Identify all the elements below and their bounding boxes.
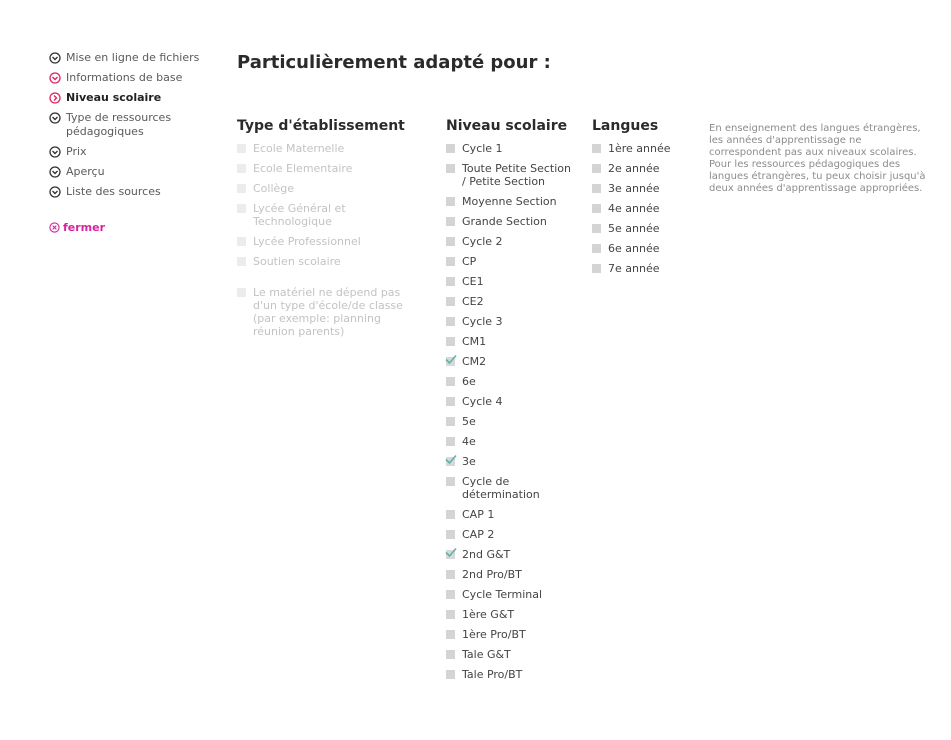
language-year-label: 1ère année <box>608 142 671 155</box>
chevron-circle-icon <box>49 52 61 64</box>
close-label: fermer <box>63 221 106 234</box>
grade-level-checkbox[interactable] <box>446 355 576 368</box>
grade-level-label: CM2 <box>462 355 487 368</box>
chevron-circle-icon <box>49 146 61 158</box>
checkbox-box <box>446 610 455 619</box>
language-year-label: 7e année <box>608 262 660 275</box>
grade-level-label: CM1 <box>462 335 487 348</box>
school-type-label: Lycée Général et Technologique <box>253 202 346 228</box>
language-year-checkbox[interactable] <box>592 202 692 215</box>
langues-help-text: En enseignement des langues étrangères, les années d'apprentissage ne correspondent pas aux niveaux scolaires. Pour les ressources pédagogiques des langues étrangères, tu peux choisir jusqu'à deux années d'apprentissage appropriées. <box>709 123 926 194</box>
chevron-circle-icon <box>49 166 61 178</box>
grade-level-checkbox[interactable] <box>446 548 576 561</box>
checkbox-box <box>446 217 455 226</box>
no-school-type-label: Le matériel ne dépend pas d'un type d'école/de classe (par exemple: planning réunion parents) <box>253 286 403 338</box>
grade-level-label: CP <box>462 255 477 268</box>
grade-level-label: 1ère G&T <box>462 608 515 621</box>
check-icon <box>445 454 457 465</box>
no-school-type-checkbox <box>237 286 412 338</box>
checkbox-box <box>446 357 455 366</box>
language-year-label: 4e année <box>608 202 660 215</box>
school-type-checkbox <box>237 182 412 195</box>
step-list <box>49 51 219 199</box>
grade-level-checkbox[interactable] <box>446 235 576 248</box>
checkbox-box <box>237 164 246 173</box>
checkbox-box <box>592 264 601 273</box>
grade-level-label: Cycle Terminal <box>462 588 543 601</box>
language-year-label: 3e année <box>608 182 660 195</box>
school-type-label: Soutien scolaire <box>253 255 341 268</box>
checkbox-box <box>446 530 455 539</box>
niveau-scolaire-heading: Niveau scolaire <box>446 118 568 134</box>
grade-level-checkbox[interactable] <box>446 608 576 621</box>
grade-level-label: 1ère Pro/BT <box>462 628 526 641</box>
checkbox-box <box>446 317 455 326</box>
grade-level-label: Cycle 1 <box>462 142 503 155</box>
type-etablissement-options <box>237 142 412 268</box>
grade-level-label: Cycle 4 <box>462 395 503 408</box>
step-item[interactable] <box>49 71 219 85</box>
language-year-checkbox[interactable] <box>592 162 692 175</box>
grade-level-label: Toute Petite Section / Petite Section <box>462 162 571 188</box>
checkbox-box <box>592 204 601 213</box>
language-year-checkbox[interactable] <box>592 222 692 235</box>
checkbox-box <box>237 257 246 266</box>
checkbox-box <box>446 377 455 386</box>
type-etablissement-heading: Type d'établissement <box>237 118 405 134</box>
grade-level-checkbox[interactable] <box>446 668 576 681</box>
grade-level-label: CE2 <box>462 295 484 308</box>
grade-level-checkbox[interactable] <box>446 275 576 288</box>
checkbox-box <box>592 164 601 173</box>
step-item[interactable] <box>49 91 219 105</box>
check-icon <box>445 547 457 558</box>
close-circle-icon <box>49 222 60 233</box>
langues-options <box>592 142 692 275</box>
school-type-checkbox <box>237 255 412 268</box>
step-item[interactable] <box>49 165 219 179</box>
grade-level-label: 6e <box>462 375 476 388</box>
checkbox-box <box>446 630 455 639</box>
grade-level-checkbox[interactable] <box>446 295 576 308</box>
checkbox-box <box>446 257 455 266</box>
language-year-checkbox[interactable] <box>592 142 692 155</box>
checkbox-box <box>446 550 455 559</box>
grade-level-checkbox[interactable] <box>446 568 576 581</box>
checkbox-box <box>446 397 455 406</box>
page-title: Particulièrement adapté pour : <box>237 52 551 73</box>
grade-level-checkbox[interactable] <box>446 528 576 541</box>
checkbox-box <box>237 144 246 153</box>
language-year-label: 5e année <box>608 222 660 235</box>
step-label: Prix <box>66 145 87 158</box>
school-type-checkbox <box>237 162 412 175</box>
grade-level-label: 4e <box>462 435 476 448</box>
checkbox-box <box>446 670 455 679</box>
school-type-checkbox <box>237 202 412 228</box>
school-type-checkbox <box>237 142 412 155</box>
checkbox-box <box>237 184 246 193</box>
checkbox-box <box>446 477 455 486</box>
grade-level-label: Tale Pro/BT <box>462 668 523 681</box>
checkbox-box <box>446 197 455 206</box>
checkbox-box <box>446 570 455 579</box>
checkbox-box <box>446 337 455 346</box>
close-button[interactable] <box>49 221 219 234</box>
school-type-label: Lycée Professionnel <box>253 235 361 248</box>
step-label: Niveau scolaire <box>66 91 162 104</box>
school-type-label: Collège <box>253 182 295 195</box>
grade-level-label: CAP 2 <box>462 528 495 541</box>
grade-level-checkbox[interactable] <box>446 475 576 501</box>
grade-level-label: Cycle 2 <box>462 235 503 248</box>
chevron-circle-icon <box>49 112 61 124</box>
grade-level-label: Grande Section <box>462 215 547 228</box>
grade-level-label: 5e <box>462 415 476 428</box>
chevron-right-circle-icon <box>49 92 61 104</box>
grade-level-label: 2nd Pro/BT <box>462 568 522 581</box>
school-type-checkbox <box>237 235 412 248</box>
step-item[interactable] <box>49 51 219 65</box>
grade-level-checkbox[interactable] <box>446 215 576 228</box>
checkbox-box <box>592 144 601 153</box>
language-year-label: 2e année <box>608 162 660 175</box>
grade-level-checkbox[interactable] <box>446 628 576 641</box>
checkbox-box <box>446 164 455 173</box>
checkbox-box <box>446 437 455 446</box>
step-label: Mise en ligne de fichiers <box>66 51 200 64</box>
step-label: Liste des sources <box>66 185 161 198</box>
grade-level-checkbox[interactable] <box>446 315 576 328</box>
school-type-label: Ecole Elementaire <box>253 162 353 175</box>
step-label: Informations de base <box>66 71 183 84</box>
grade-level-label: CE1 <box>462 275 484 288</box>
grade-level-label: Cycle de détermination <box>462 475 540 501</box>
checkbox-box <box>446 237 455 246</box>
chevron-circle-icon <box>49 72 61 84</box>
grade-level-checkbox[interactable] <box>446 162 576 188</box>
grade-level-checkbox[interactable] <box>446 455 576 468</box>
checkbox-box <box>446 510 455 519</box>
grade-level-checkbox[interactable] <box>446 648 576 661</box>
language-year-label: 6e année <box>608 242 660 255</box>
step-nav <box>49 51 219 234</box>
checkbox-box <box>446 457 455 466</box>
language-year-checkbox[interactable] <box>592 182 692 195</box>
type-etablissement-section <box>237 118 412 345</box>
niveau-scolaire-options <box>446 142 576 681</box>
niveau-scolaire-section <box>446 118 576 688</box>
grade-level-checkbox[interactable] <box>446 375 576 388</box>
checkbox-box <box>446 277 455 286</box>
grade-level-label: Tale G&T <box>462 648 511 661</box>
grade-level-label: 2nd G&T <box>462 548 511 561</box>
checkbox-box <box>592 184 601 193</box>
checkbox-box <box>237 204 246 213</box>
grade-level-checkbox[interactable] <box>446 335 576 348</box>
language-year-checkbox[interactable] <box>592 262 692 275</box>
checkbox-box <box>446 144 455 153</box>
checkbox-box <box>446 297 455 306</box>
language-year-checkbox[interactable] <box>592 242 692 255</box>
grade-level-label: Cycle 3 <box>462 315 503 328</box>
grade-level-label: CAP 1 <box>462 508 495 521</box>
step-label: Type de ressources pédagogiques <box>66 111 172 138</box>
checkbox-box <box>446 417 455 426</box>
langues-section <box>592 118 692 282</box>
checkbox-box <box>237 237 246 246</box>
step-item[interactable] <box>49 185 219 199</box>
checkbox-box <box>592 244 601 253</box>
step-item[interactable] <box>49 111 219 139</box>
grade-level-label: 3e <box>462 455 476 468</box>
school-type-label: Ecole Maternelle <box>253 142 345 155</box>
grade-level-checkbox[interactable] <box>446 255 576 268</box>
checkbox-box <box>446 590 455 599</box>
grade-level-checkbox[interactable] <box>446 588 576 601</box>
step-label: Aperçu <box>66 165 105 178</box>
checkbox-box <box>237 288 246 297</box>
grade-level-checkbox[interactable] <box>446 415 576 428</box>
grade-level-checkbox[interactable] <box>446 508 576 521</box>
langues-heading: Langues <box>592 118 659 134</box>
check-icon <box>445 354 457 365</box>
grade-level-checkbox[interactable] <box>446 142 576 155</box>
grade-level-checkbox[interactable] <box>446 395 576 408</box>
chevron-circle-icon <box>49 186 61 198</box>
checkbox-box <box>592 224 601 233</box>
step-item[interactable] <box>49 145 219 159</box>
grade-level-checkbox[interactable] <box>446 435 576 448</box>
grade-level-label: Moyenne Section <box>462 195 557 208</box>
checkbox-box <box>446 650 455 659</box>
grade-level-checkbox[interactable] <box>446 195 576 208</box>
